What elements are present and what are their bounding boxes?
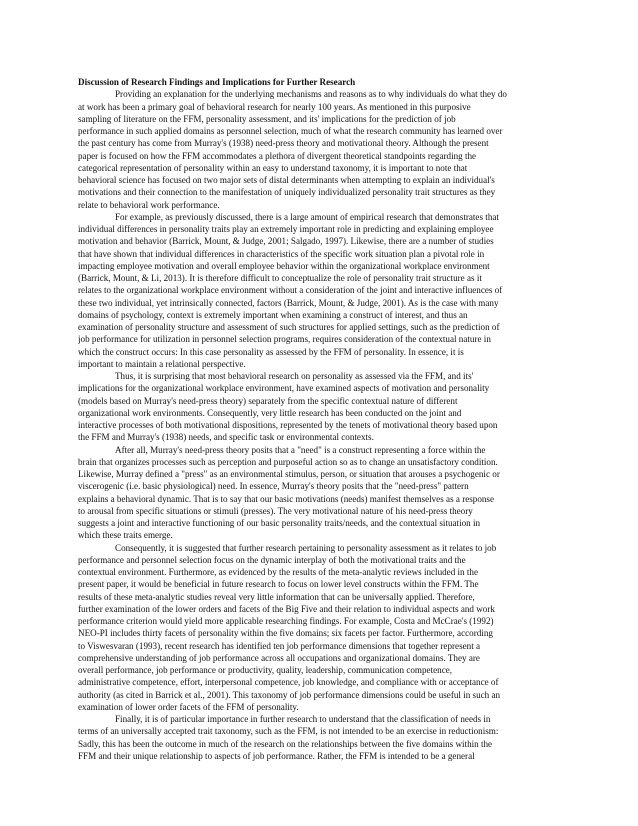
paragraph-line: the FFM and Murray's (1938) needs, and specific task or environmental contexts. — [78, 432, 374, 443]
paragraph-line: After all, Murray's need-press theory posits that a "need" is a construct representing a force within the — [115, 444, 486, 455]
paragraph-line: these two individual, yet intrinsically connected, factors (Barrick, Mount, & Judge, 2001). As is the case with many — [78, 297, 499, 308]
paragraph — [78, 370, 568, 444]
paragraph-line: to Viswesvaran (1993), recent research has identified ten job performance dimensions that together represent a — [78, 640, 481, 651]
paragraph-line: (models based on Murray's need-press theory) separately from the specific contextual nature of different — [78, 395, 458, 406]
paragraph-line: organizational work environments. Consequently, very little research has been conducted on the joint and — [78, 407, 462, 418]
paragraph-line: Sadly, this has been the outcome in much of the research on the relationships between the five domains within the — [78, 738, 493, 749]
paragraph-line: implications for the organizational workplace environment, have examined aspects of motivation and personality — [78, 383, 490, 394]
paragraph-line: domains of psychology, context is extremely important when examining a construct of interest, and thus an — [78, 309, 468, 320]
paragraph-line: motivation and behavior (Barrick, Mount, & Judge, 2001; Salgado, 1997). Likewise, there are a number of studies — [78, 236, 494, 247]
paragraph-line: NEO-PI includes thirty facets of personality within the five domains; six facets per factor. Furthermore, according — [78, 628, 493, 639]
paragraph-line: authority (as cited in Barrick et al., 2001). This taxonomy of job performance dimensions could be useful in such an — [78, 689, 501, 700]
paragraph-line: behavioral science has focused on two major sets of distal determinants when attempting to explain an individual's — [78, 175, 495, 185]
paragraph-line: important to maintain a relational perspective. — [78, 358, 246, 369]
paragraph-line: (Barrick, Mount, & Li, 2013). It is therefore difficult to conceptualize the role of personality trait structure as it — [78, 273, 482, 283]
paragraph-line: Finally, it is of particular importance in further research to understand that the classification of needs in — [115, 714, 491, 724]
section-heading: Discussion of Research Findings and Implications for Further Research — [78, 77, 356, 87]
paragraph-line: relates to the organizational workplace environment without a consideration of the joint and interactive influences of — [78, 285, 503, 296]
body-text — [78, 88, 568, 762]
paragraph-line: impacting employee motivation and overall employee behavior within the organizational workplace environment — [78, 260, 490, 271]
paragraph — [78, 88, 568, 211]
paragraph-line: job performance for utilization in personnel selection programs, requires consideration of the contextual nature in — [78, 334, 491, 345]
paragraph-line: categorical representation of personality within an easy to understand taxonomy, it is important to note that — [78, 162, 468, 173]
paragraph — [78, 444, 568, 542]
paragraph-line: present paper, it would be beneficial in future research to focus on lower level constructs within the FFM. The — [78, 579, 479, 590]
paragraph-line: to arousal from specific situations or stimuli (presses). The very motivational nature of his need-press theory — [78, 505, 473, 516]
paragraph-line: which the construct occurs: In this case personality as assessed by the FFM of personality. In essence, it is — [78, 346, 464, 357]
paragraph-line: viscerogenic (i.e. basic physiological) need. In essence, Murray's theory posits that the "need-press" pattern — [78, 481, 469, 492]
paragraph-line: administrative competence, effort, interpersonal competence, job knowledge, and compliance with or acceptance of — [78, 677, 499, 688]
paragraph-line: contextual environment. Furthermore, as evidenced by the results of the meta-analytic reviews included in the — [78, 567, 478, 577]
paragraph — [78, 713, 568, 762]
paragraph-line: explains a behavioral dynamic. That is to say that our basic motivations (needs) manifest themselves as a response — [78, 493, 495, 504]
paragraph-line: which these traits emerge. — [78, 530, 173, 541]
paragraph-line: overall performance, job performance or productivity, quality, leadership, communication competence, — [78, 665, 453, 675]
paragraph-line: performance in such applied domains as personnel selection, much of what the research community has learned over — [78, 126, 503, 136]
paragraph-line: results of these meta-analytic studies reveal very little information that can be universally applied. Therefore, — [78, 591, 475, 602]
paragraph-line: examination of lower order facets of the FFM of personality. — [78, 701, 299, 712]
paragraph — [78, 211, 568, 370]
paragraph-line: motivations and their connection to the manifestation of uniquely individualized personality trait structures as they — [78, 187, 496, 198]
paragraph-line: at work has been a primary goal of behavioral research for nearly 100 years. As mentioned in this purposive — [78, 101, 471, 112]
paragraph-line: FFM and their unique relationship to aspects of job performance. Rather, the FFM is intended to be a general — [78, 750, 475, 761]
paragraph-line: terms of an universally accepted trait taxonomy, such as the FFM, is not intended to be an exercise in reductionism: — [78, 726, 499, 737]
paragraph — [78, 542, 568, 714]
paragraph-line: comprehensive understanding of job performance across all occupations and organizational domains. They are — [78, 652, 480, 663]
paragraph-line: examination of personality structure and assessment of such structures for applied settings, such as the prediction of — [78, 322, 500, 332]
paragraph-line: further examination of the lower orders and facets of the Big Five and their relation to individual aspects and work — [78, 603, 495, 614]
paragraph-line: Thus, it is surprising that most behavioral research on personality as assessed via the FFM, and its' — [115, 371, 474, 381]
paragraph-line: the past century has come from Murray's (1938) need-press theory and motivational theory. Although the present — [78, 138, 489, 149]
paragraph-line: Providing an explanation for the underlying mechanisms and reasons as to why individuals do what they do — [115, 89, 507, 100]
paragraph-line: For example, as previously discussed, there is a large amount of empirical research that demonstrates that — [115, 211, 499, 222]
paragraph-line: individual differences in personality traits play an extremely important role in predicting and explaining employee — [78, 224, 494, 234]
paragraph-line: relate to behavioral work performance. — [78, 199, 220, 210]
paragraph-line: performance and personnel selection focus on the dynamic interplay of both the motivational traits and the — [78, 554, 466, 565]
paragraph-line: Consequently, it is suggested that further research pertaining to personality assessment as it relates to job — [115, 542, 497, 553]
paragraph-line: sampling of literature on the FFM, personality assessment, and its' implications for the prediction of job — [78, 113, 456, 124]
paragraph-line: brain that organizes processes such as perception and purposeful action so as to change an unsatisfactory condition. — [78, 456, 498, 467]
paragraph-line: suggests a joint and interactive functioning of our basic personality traits/needs, and the contextual situation in — [78, 518, 481, 528]
paragraph-line: paper is focused on how the FFM accommodates a plethora of divergent theoretical standpoints regarding the — [78, 150, 477, 161]
paragraph-line: performance criterion would yield more applicable researching findings. For example, Costa and McCrae's (1992) — [78, 616, 494, 626]
paragraph-line: interactive processes of both motivational dispositions, represented by the tenets of motivational theory based upon — [78, 420, 498, 430]
paragraph-line: that have shown that individual differences in characteristics of the specific work situation plan a pivotal role in — [78, 248, 485, 259]
paragraph-line: Likewise, Murray defined a "press" as an environmental stimulus, person, or situation that arouses a psychogenic or — [78, 469, 500, 479]
